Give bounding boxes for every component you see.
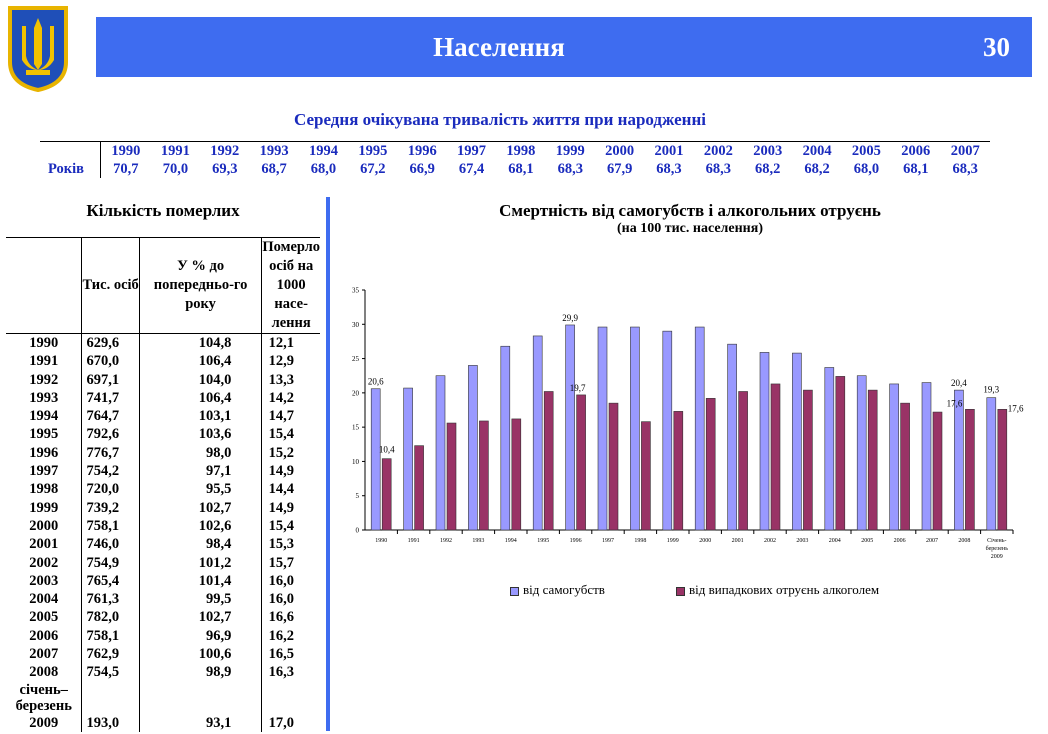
data-label: 19,3 (983, 384, 1000, 395)
deaths-cell-per-1000: 16,2 (268, 627, 294, 644)
life-expectancy-year: 1998 (496, 142, 545, 161)
deaths-cell-per-1000: 15,3 (268, 536, 294, 553)
life-expectancy-year: 1995 (348, 142, 397, 161)
table-row (6, 389, 320, 407)
y-tick-label: 35 (352, 286, 359, 295)
bar-suicide (598, 327, 607, 530)
deaths-cell-thousands: 758,1 (82, 517, 139, 535)
deaths-cell-thousands: 754,9 (82, 554, 139, 572)
deaths-cell-pct-prev: 104,0 (139, 371, 262, 389)
deaths-col-pct-prev: У % до попередньо-го року (139, 238, 262, 334)
deaths-cell-thousands: 739,2 (82, 499, 139, 517)
deaths-cell-pct-prev: 103,6 (139, 425, 262, 443)
deaths-cell-thousands: 193,0 (82, 714, 139, 732)
table-row (6, 444, 320, 462)
legend-swatch-alcohol (676, 587, 685, 596)
deaths-cell-year: 1991 (6, 352, 82, 370)
y-tick-label: 25 (352, 355, 359, 364)
life-expectancy-year: 2002 (694, 142, 743, 161)
deaths-cell-year: 1997 (6, 462, 82, 480)
deaths-table (6, 237, 320, 732)
deaths-cell-pct-prev: 95,5 (139, 480, 262, 498)
life-expectancy-value: 70,0 (162, 161, 189, 177)
deaths-cell-thousands: 764,7 (82, 407, 139, 425)
life-expectancy-year: 1990 (101, 142, 151, 161)
table-row (6, 352, 320, 370)
bar-alcohol (415, 446, 424, 530)
deaths-cell-per-1000: 14,2 (268, 389, 294, 406)
deaths-cell-per-1000: 16,3 (268, 664, 294, 681)
deaths-cell-per-1000: 12,1 (268, 335, 294, 351)
table-row (6, 517, 320, 535)
bar-suicide (663, 331, 672, 530)
header-bar (96, 17, 1032, 77)
deaths-cell-thousands: 741,7 (82, 389, 139, 407)
deaths-cell-year: 2003 (6, 572, 82, 590)
bar-alcohol (706, 398, 715, 530)
bar-alcohol (382, 459, 391, 530)
deaths-cell-per-1000: 16,0 (268, 591, 294, 608)
bar-suicide (404, 388, 413, 530)
deaths-cell-pct-prev: 100,6 (139, 645, 262, 663)
data-label: 10,4 (378, 444, 395, 455)
bar-suicide (436, 376, 445, 530)
deaths-cell-year: 1999 (6, 499, 82, 517)
bar-alcohol (544, 391, 553, 530)
data-label: 29,9 (562, 312, 578, 323)
chart-subtitle: (на 100 тис. населення) (617, 221, 763, 236)
deaths-cell-year: 2007 (6, 645, 82, 663)
ukraine-coat-of-arms-icon (6, 4, 70, 92)
life-expectancy-value: 68,3 (557, 161, 583, 177)
deaths-cell-pct-prev: 97,1 (139, 462, 262, 480)
deaths-cell-pct-prev: 101,2 (139, 554, 262, 572)
bar-suicide (501, 346, 510, 530)
bar-suicide (857, 376, 866, 530)
life-expectancy-value: 68,3 (656, 161, 682, 177)
life-expectancy-value: 68,7 (261, 161, 287, 177)
deaths-cell-thousands: 761,3 (82, 590, 139, 608)
deaths-cell-year: 2005 (6, 608, 82, 626)
y-tick-label: 0 (355, 526, 359, 535)
bar-suicide (371, 389, 380, 530)
deaths-cell-thousands: 670,0 (82, 352, 139, 370)
life-expectancy-year: 1992 (200, 142, 249, 161)
life-expectancy-year: 2003 (743, 142, 792, 161)
life-expectancy-value: 68,3 (952, 161, 978, 177)
bar-alcohol (803, 390, 812, 530)
table-row (6, 608, 320, 626)
bar-suicide (922, 383, 931, 530)
x-tick-label: 1996 (569, 538, 582, 544)
deaths-cell-year: 2000 (6, 517, 82, 535)
data-label: 20,4 (951, 378, 967, 389)
table-row (6, 499, 320, 517)
deaths-cell-per-1000: 15,4 (268, 426, 294, 443)
deaths-cell-year: 2006 (6, 627, 82, 645)
table-row (6, 535, 320, 553)
bar-alcohol (447, 423, 456, 530)
page-number: 30 (983, 32, 1010, 62)
deaths-cell-pct-prev: 98,0 (139, 444, 262, 462)
deaths-cell-per-1000: 14,4 (268, 481, 294, 498)
bar-alcohol (641, 422, 650, 530)
deaths-cell-per-1000: 15,7 (268, 554, 294, 571)
data-label: 17,6 (946, 398, 963, 409)
bar-suicide (890, 384, 899, 530)
x-tick-label: 1998 (634, 538, 647, 544)
deaths-cell-year: 2002 (6, 554, 82, 572)
deaths-cell-year: січень–березень (6, 682, 82, 714)
deaths-cell-pct-prev: 102,6 (139, 517, 262, 535)
table-row (6, 407, 320, 425)
table-row (6, 590, 320, 608)
table-row (6, 663, 320, 681)
life-expectancy-title: Середня очікувана тривалість життя при народженні (294, 110, 706, 129)
life-expectancy-table (40, 141, 990, 178)
deaths-cell-per-1000: 14,7 (268, 408, 294, 425)
table-row (6, 682, 320, 714)
deaths-cell-year: 1992 (6, 371, 82, 389)
x-tick-label: Січень- (987, 538, 1007, 544)
deaths-cell-year: 1993 (6, 389, 82, 407)
life-expectancy-value: 68,0 (310, 161, 337, 177)
deaths-cell-pct-prev: 98,9 (139, 663, 262, 681)
deaths-cell-per-1000: 17,0 (268, 714, 294, 731)
deaths-cell-pct-prev: 102,7 (139, 608, 262, 626)
x-tick-label: 2001 (731, 538, 744, 544)
section-divider (326, 197, 330, 731)
life-expectancy-year: 2000 (595, 142, 644, 161)
y-tick-label: 30 (352, 320, 359, 329)
table-row (6, 480, 320, 498)
x-tick-label: 2002 (764, 538, 776, 544)
deaths-cell-thousands: 697,1 (82, 371, 139, 389)
deaths-cell-thousands: 629,6 (82, 334, 139, 353)
legend-item-suicide (510, 582, 605, 598)
life-expectancy-value: 68,1 (903, 161, 929, 177)
deaths-cell-per-1000: 14,9 (268, 463, 294, 480)
deaths-cell-year: 2004 (6, 590, 82, 608)
deaths-cell-thousands: 720,0 (82, 480, 139, 498)
deaths-cell-thousands: 754,5 (82, 663, 139, 681)
data-label: 17,6 (1007, 403, 1024, 414)
life-expectancy-value: 68,1 (508, 161, 534, 177)
life-expectancy-year: 2006 (891, 142, 940, 161)
deaths-cell-per-1000: 14,9 (268, 499, 294, 516)
deaths-cell-pct-prev: 104,8 (139, 334, 262, 353)
life-expectancy-corner (40, 142, 101, 161)
deaths-cell-thousands: 746,0 (82, 535, 139, 553)
deaths-cell-per-1000: 16,6 (268, 609, 294, 626)
x-tick-label: 2008 (958, 538, 971, 544)
table-row (6, 572, 320, 590)
deaths-cell-per-1000: 12,9 (268, 353, 294, 370)
deaths-cell-pct-prev: 101,4 (139, 572, 262, 590)
deaths-cell-pct-prev: 93,1 (139, 714, 262, 732)
table-row (6, 554, 320, 572)
life-expectancy-year: 1994 (299, 142, 348, 161)
life-expectancy-value: 70,7 (113, 161, 139, 177)
x-tick-label: 2000 (699, 538, 712, 544)
life-expectancy-value: 68,0 (853, 161, 880, 177)
life-expectancy-year: 1999 (546, 142, 595, 161)
deaths-cell-pct-prev: 103,1 (139, 407, 262, 425)
x-tick-label: 2009 (990, 554, 1003, 560)
deaths-cell-year: 2008 (6, 663, 82, 681)
life-expectancy-value: 68,2 (755, 161, 781, 177)
life-expectancy-year: 2007 (940, 142, 990, 161)
bar-suicide (987, 398, 996, 530)
bar-alcohol (739, 391, 748, 530)
deaths-cell-per-1000: 15,2 (268, 444, 294, 461)
deaths-cell-per-1000: 15,4 (268, 517, 294, 534)
bar-alcohol (933, 412, 942, 530)
x-tick-label: 2005 (861, 538, 874, 544)
life-expectancy-value: 66,9 (409, 161, 435, 177)
table-row (6, 425, 320, 443)
deaths-cell-year: 1998 (6, 480, 82, 498)
data-label: 20,6 (367, 376, 384, 387)
x-tick-label: 2006 (893, 538, 906, 544)
bar-suicide (728, 344, 737, 530)
life-expectancy-year: 1997 (447, 142, 496, 161)
deaths-cell-year: 2009 (6, 714, 82, 732)
deaths-cell-per-1000: 16,0 (268, 572, 294, 589)
x-tick-label: 2003 (796, 538, 809, 544)
legend-label-alcohol: від випадкових отруєнь алкоголем (689, 582, 880, 597)
table-row (6, 645, 320, 663)
deaths-cell-thousands (82, 682, 139, 714)
table-row (6, 714, 320, 732)
x-tick-label: 1995 (537, 538, 550, 544)
bar-alcohol (868, 390, 877, 530)
bar-suicide (630, 327, 639, 530)
y-tick-label: 5 (355, 492, 359, 501)
chart-title: Смертність від самогубств і алкогольних отруєнь (499, 201, 881, 220)
x-tick-label: 1999 (666, 538, 679, 544)
table-row (6, 371, 320, 389)
bar-suicide (468, 365, 477, 530)
bar-suicide (792, 353, 801, 530)
deaths-cell-year: 1995 (6, 425, 82, 443)
deaths-cell-pct-prev: 98,4 (139, 535, 262, 553)
legend-swatch-suicide (510, 587, 519, 596)
deaths-cell-thousands: 754,2 (82, 462, 139, 480)
life-expectancy-value: 67,2 (360, 161, 386, 177)
deaths-cell-year: 1994 (6, 407, 82, 425)
bar-alcohol (512, 419, 521, 530)
y-tick-label: 15 (352, 423, 359, 432)
x-tick-label: 1991 (407, 538, 420, 544)
deaths-cell-pct-prev: 106,4 (139, 352, 262, 370)
table-row (6, 627, 320, 645)
bar-alcohol (998, 409, 1007, 530)
deaths-cell-per-1000 (262, 682, 320, 714)
deaths-cell-year: 1996 (6, 444, 82, 462)
life-expectancy-year: 1993 (249, 142, 298, 161)
bar-alcohol (674, 411, 683, 530)
x-tick-label: 1990 (375, 538, 388, 544)
life-expectancy-value: 67,9 (606, 161, 633, 177)
deaths-cell-pct-prev (139, 682, 262, 714)
deaths-cell-thousands: 782,0 (82, 608, 139, 626)
deaths-cell-thousands: 758,1 (82, 627, 139, 645)
deaths-col-year (6, 238, 82, 334)
bar-alcohol (965, 409, 974, 530)
life-expectancy-value: 67,4 (458, 161, 485, 177)
table-row (6, 334, 320, 353)
deaths-title: Кількість померлих (86, 201, 240, 220)
deaths-cell-thousands: 765,4 (82, 572, 139, 590)
life-expectancy-year: 1991 (151, 142, 200, 161)
y-tick-label: 10 (352, 457, 359, 466)
x-tick-label: 1997 (602, 538, 614, 544)
x-tick-label: 1993 (472, 538, 485, 544)
bar-suicide (695, 327, 704, 530)
bar-alcohol (836, 376, 845, 530)
deaths-cell-thousands: 792,6 (82, 425, 139, 443)
life-expectancy-year: 2001 (644, 142, 693, 161)
data-label: 19,7 (569, 382, 586, 393)
bar-alcohol (479, 421, 488, 530)
deaths-col-thousands: Тис. осіб (82, 238, 139, 334)
life-expectancy-row-label: Років (40, 160, 101, 178)
deaths-col-per-1000: Померло осіб на 1000 насе-лення (262, 238, 320, 334)
bar-suicide (566, 325, 575, 530)
deaths-cell-pct-prev: 102,7 (139, 499, 262, 517)
mortality-bar-chart (335, 282, 1035, 582)
life-expectancy-year: 2004 (792, 142, 841, 161)
life-expectancy-value: 69,3 (212, 161, 238, 177)
table-row (6, 462, 320, 480)
deaths-cell-pct-prev: 106,4 (139, 389, 262, 407)
x-tick-label: 1992 (440, 538, 452, 544)
bar-suicide (533, 336, 542, 530)
legend-label-suicide: від самогубств (523, 582, 605, 597)
y-tick-label: 20 (352, 389, 359, 398)
page-title: Населення (433, 32, 565, 62)
bar-alcohol (771, 384, 780, 530)
bar-suicide (760, 352, 769, 530)
x-tick-label: 2004 (828, 538, 841, 544)
deaths-cell-thousands: 776,7 (82, 444, 139, 462)
life-expectancy-value: 68,3 (705, 161, 732, 177)
bar-alcohol (577, 395, 586, 530)
x-tick-label: 2007 (926, 538, 938, 544)
bar-suicide (954, 390, 963, 530)
life-expectancy-value: 68,2 (804, 161, 830, 177)
bar-alcohol (609, 403, 618, 530)
life-expectancy-year: 1996 (398, 142, 447, 161)
deaths-cell-per-1000: 16,5 (268, 646, 294, 663)
deaths-cell-year: 2001 (6, 535, 82, 553)
x-tick-label: березень (985, 546, 1008, 552)
deaths-cell-thousands: 762,9 (82, 645, 139, 663)
deaths-cell-per-1000: 13,3 (268, 371, 294, 388)
bar-alcohol (901, 403, 910, 530)
bar-suicide (825, 367, 834, 530)
legend-item-alcohol (676, 582, 879, 598)
deaths-cell-pct-prev: 96,9 (139, 627, 262, 645)
x-tick-label: 1994 (504, 538, 517, 544)
deaths-cell-pct-prev: 99,5 (139, 590, 262, 608)
deaths-cell-year: 1990 (6, 334, 82, 353)
life-expectancy-year: 2005 (842, 142, 891, 161)
